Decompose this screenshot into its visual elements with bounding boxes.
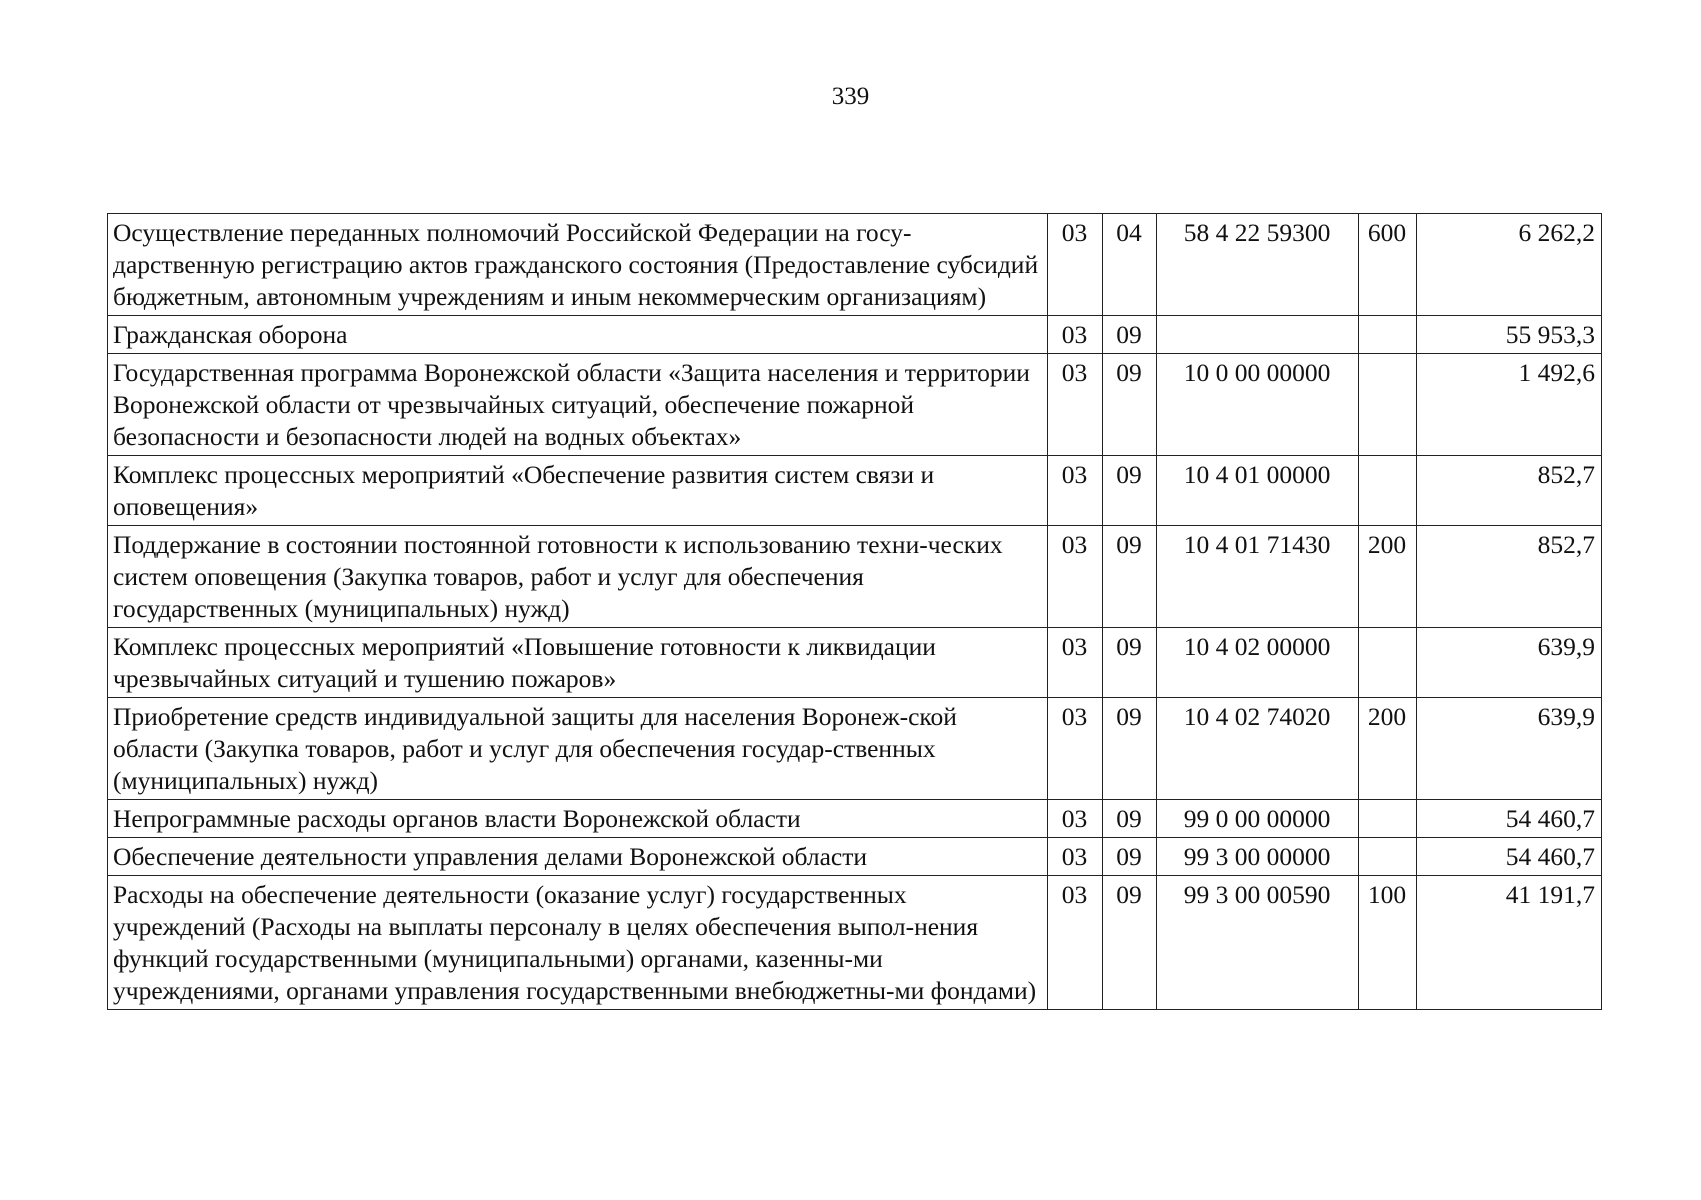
expense-name-cell: Поддержание в состоянии постоянной готовности к использованию техни-ческих систем оповещения (Закупка товаров, работ и услуг для обеспечения государственных (муниципальных) нужд) [108, 526, 1048, 628]
expense-type-cell [1359, 628, 1417, 698]
target-article-cell: 10 4 02 74020 [1157, 698, 1359, 800]
subsection-code-cell: 09 [1103, 316, 1157, 354]
target-article-cell: 10 4 02 00000 [1157, 628, 1359, 698]
table-row [108, 838, 1602, 876]
table-row [108, 214, 1602, 316]
expense-name-cell: Непрограммные расходы органов власти Воронежской области [108, 800, 1048, 838]
amount-cell: 639,9 [1417, 628, 1602, 698]
section-code-cell: 03 [1048, 876, 1103, 1010]
table-row [108, 316, 1602, 354]
subsection-code-cell: 09 [1103, 456, 1157, 526]
target-article-cell: 58 4 22 59300 [1157, 214, 1359, 316]
section-code-cell: 03 [1048, 838, 1103, 876]
target-article-cell [1157, 316, 1359, 354]
amount-cell: 55 953,3 [1417, 316, 1602, 354]
expense-type-cell: 600 [1359, 214, 1417, 316]
section-code-cell: 03 [1048, 628, 1103, 698]
table-row [108, 876, 1602, 1010]
subsection-code-cell: 09 [1103, 838, 1157, 876]
expense-name-cell: Гражданская оборона [108, 316, 1048, 354]
expense-name-cell: Комплекс процессных мероприятий «Обеспечение развития систем связи и оповещения» [108, 456, 1048, 526]
amount-cell: 852,7 [1417, 526, 1602, 628]
page-number: 339 [831, 83, 870, 110]
expense-type-cell [1359, 354, 1417, 456]
table-row [108, 526, 1602, 628]
expense-type-cell [1359, 316, 1417, 354]
subsection-code-cell: 09 [1103, 876, 1157, 1010]
table-row [108, 628, 1602, 698]
target-article-cell: 99 3 00 00000 [1157, 838, 1359, 876]
expense-name-cell: Государственная программа Воронежской области «Защита населения и территории Воронежской области от чрезвычайных ситуаций, обеспечение пожарной безопасности и безопасности людей на водных объектах» [108, 354, 1048, 456]
section-code-cell: 03 [1048, 456, 1103, 526]
expense-type-cell: 100 [1359, 876, 1417, 1010]
section-code-cell: 03 [1048, 800, 1103, 838]
table-row [108, 698, 1602, 800]
amount-cell: 6 262,2 [1417, 214, 1602, 316]
subsection-code-cell: 09 [1103, 698, 1157, 800]
expense-name-cell: Обеспечение деятельности управления делами Воронежской области [108, 838, 1048, 876]
subsection-code-cell: 09 [1103, 800, 1157, 838]
subsection-code-cell: 09 [1103, 628, 1157, 698]
section-code-cell: 03 [1048, 316, 1103, 354]
expense-name-cell: Осуществление переданных полномочий Российской Федерации на госу-дарственную регистрацию актов гражданского состояния (Предоставление субсидий бюджетным, автономным учреждениям и иным некоммерческим организациям) [108, 214, 1048, 316]
budget-table [107, 213, 1602, 1010]
section-code-cell: 03 [1048, 214, 1103, 316]
section-code-cell: 03 [1048, 698, 1103, 800]
expense-name-cell: Приобретение средств индивидуальной защиты для населения Воронеж-ской области (Закупка товаров, работ и услуг для обеспечения государ-ственных (муниципальных) нужд) [108, 698, 1048, 800]
amount-cell: 639,9 [1417, 698, 1602, 800]
table-row [108, 800, 1602, 838]
subsection-code-cell: 09 [1103, 526, 1157, 628]
expense-type-cell [1359, 800, 1417, 838]
amount-cell: 54 460,7 [1417, 838, 1602, 876]
expense-type-cell [1359, 456, 1417, 526]
section-code-cell: 03 [1048, 526, 1103, 628]
amount-cell: 54 460,7 [1417, 800, 1602, 838]
expense-name-cell: Расходы на обеспечение деятельности (оказание услуг) государственных учреждений (Расходы на выплаты персоналу в целях обеспечения выпол-нения функций государственными (муниципальными) органами, казенны-ми учреждениями, органами управления государственными внебюджетны-ми фондами) [108, 876, 1048, 1010]
amount-cell: 852,7 [1417, 456, 1602, 526]
section-code-cell: 03 [1048, 354, 1103, 456]
target-article-cell: 10 0 00 00000 [1157, 354, 1359, 456]
expense-name-cell: Комплекс процессных мероприятий «Повышение готовности к ликвидации чрезвычайных ситуаций и тушению пожаров» [108, 628, 1048, 698]
expense-type-cell [1359, 838, 1417, 876]
table-row [108, 354, 1602, 456]
amount-cell: 1 492,6 [1417, 354, 1602, 456]
amount-cell: 41 191,7 [1417, 876, 1602, 1010]
subsection-code-cell: 09 [1103, 354, 1157, 456]
expense-type-cell: 200 [1359, 526, 1417, 628]
target-article-cell: 99 3 00 00590 [1157, 876, 1359, 1010]
subsection-code-cell: 04 [1103, 214, 1157, 316]
target-article-cell: 10 4 01 71430 [1157, 526, 1359, 628]
expense-type-cell: 200 [1359, 698, 1417, 800]
target-article-cell: 99 0 00 00000 [1157, 800, 1359, 838]
table-row [108, 456, 1602, 526]
target-article-cell: 10 4 01 00000 [1157, 456, 1359, 526]
